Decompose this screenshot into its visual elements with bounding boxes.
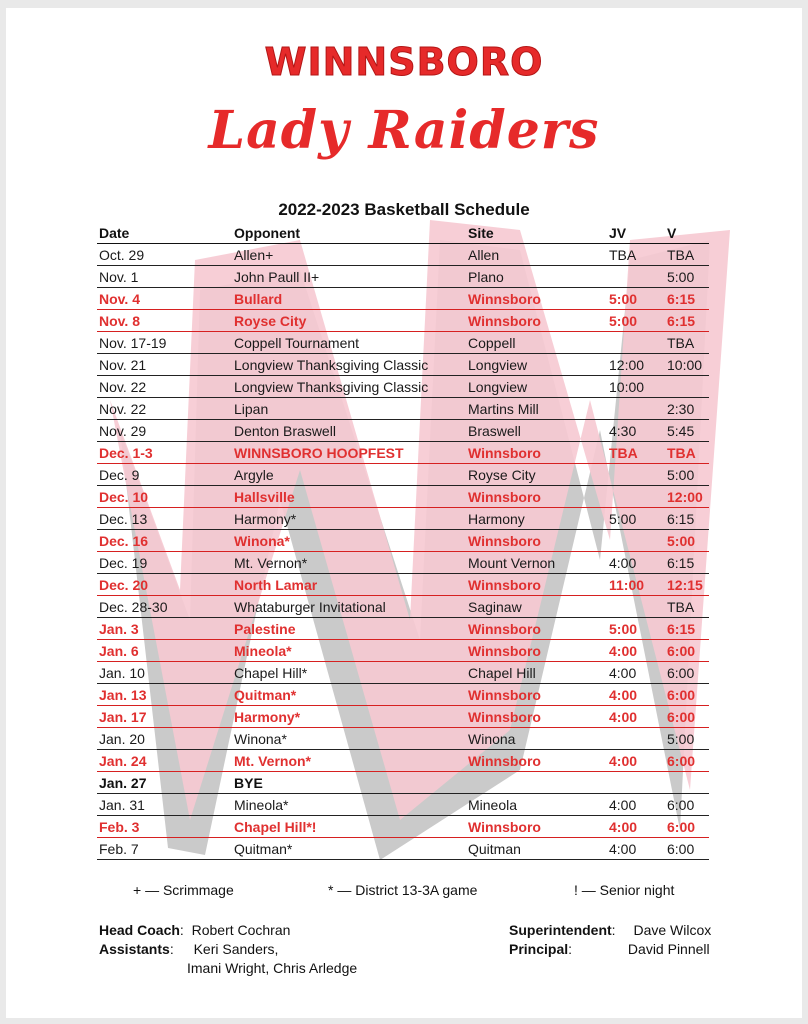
superintendent-name: Dave Wilcox [633,922,712,938]
cell-date: Jan. 6 [99,643,139,659]
cell-jv: 12:00 [609,357,645,373]
legend-district: * — District 13-3A game [328,882,478,898]
cell-date: Nov. 1 [99,269,139,285]
cell-v: 2:30 [667,401,695,417]
cell-v: 6:15 [667,313,696,329]
cell-opponent: Palestine [234,621,296,637]
cell-v: 6:00 [667,643,696,659]
table-row [97,816,709,838]
cell-opponent: BYE [234,775,263,791]
cell-site: Longview [468,379,528,395]
header-opponent: Opponent [234,225,301,241]
cell-opponent: Chapel Hill*! [234,819,317,835]
cell-site: Winnsboro [468,445,541,461]
table-row [97,420,709,442]
cell-opponent: WINNSBORO HOOPFEST [234,445,404,461]
table-row [97,376,709,398]
cell-date: Dec. 13 [99,511,148,527]
header-jv: JV [609,225,627,241]
table-row [97,618,709,640]
principal-name: David Pinnell [627,941,710,957]
cell-v: 5:00 [667,731,695,747]
table-row [97,662,709,684]
cell-date: Jan. 20 [99,731,145,747]
cell-date: Dec. 10 [99,489,149,505]
cell-v: 6:00 [667,797,695,813]
table-row [97,596,709,618]
cell-opponent: Mt. Vernon* [234,555,308,571]
table-row [97,464,709,486]
cell-v: 6:00 [667,753,696,769]
cell-v: 5:00 [667,269,695,285]
table-row [97,486,709,508]
principal-label: Principal [509,941,569,957]
cell-date: Nov. 8 [99,313,140,329]
superintendent-line: Superintendent: Dave Wilcox [509,922,712,938]
cell-v: 6:00 [667,819,696,835]
table-row [97,684,709,706]
table-row [97,332,709,354]
cell-opponent: John Paull II+ [234,269,320,285]
cell-opponent: Hallsville [234,489,295,505]
cell-date: Nov. 22 [99,379,147,395]
table-row [97,574,709,596]
cell-v: 12:00 [667,489,703,505]
table-row [97,552,709,574]
table-row [97,508,709,530]
cell-jv: TBA [609,445,638,461]
cell-jv: 4:00 [609,753,638,769]
cell-site: Winnsboro [468,621,541,637]
schedule-table [97,222,709,860]
cell-opponent: Harmony* [234,709,301,725]
cell-jv: 4:30 [609,423,637,439]
cell-opponent: Longview Thanksgiving Classic [234,357,429,373]
cell-v: 6:15 [667,291,696,307]
cell-v: TBA [667,599,695,615]
cell-jv: 4:00 [609,819,638,835]
cell-date: Dec. 19 [99,555,148,571]
cell-date: Feb. 7 [99,841,139,857]
assistants-label: Assistants [99,941,170,957]
cell-site: Chapel Hill [468,665,536,681]
table-row [97,640,709,662]
table-row [97,750,709,772]
cell-opponent: Denton Braswell [234,423,336,439]
cell-opponent: Argyle [234,467,274,483]
cell-site: Mount Vernon [468,555,556,571]
cell-date: Nov. 21 [99,357,147,373]
cell-jv: 4:00 [609,797,637,813]
cell-site: Winnsboro [468,489,541,505]
cell-v: TBA [667,445,696,461]
cell-opponent: Chapel Hill* [234,665,308,681]
superintendent-label: Superintendent [509,922,612,938]
table-row [97,266,709,288]
cell-jv: TBA [609,247,637,263]
assistants-line: Assistants: Keri Sanders, [99,941,279,957]
schedule-title: 2022-2023 Basketball Schedule [278,200,530,219]
header-date: Date [99,225,130,241]
head-coach-name: Robert Cochran [191,922,291,938]
team-name: Lady Raiders [208,100,600,161]
table-row [97,772,709,794]
table-row [97,398,709,420]
cell-opponent: Winona* [234,533,290,549]
cell-site: Winnsboro [468,533,541,549]
cell-site: Harmony [468,511,525,527]
cell-opponent: Quitman* [234,687,297,703]
cell-jv: 4:00 [609,687,638,703]
cell-jv: 5:00 [609,511,637,527]
header-v: V [667,225,677,241]
table-row [97,244,709,266]
cell-jv: 4:00 [609,665,637,681]
cell-v: 6:15 [667,511,695,527]
cell-jv: 5:00 [609,291,638,307]
cell-jv: 5:00 [609,313,638,329]
cell-v: 6:15 [667,555,695,571]
cell-v: 6:00 [667,709,696,725]
table-row [97,706,709,728]
cell-site: Longview [468,357,528,373]
cell-jv: 4:00 [609,643,638,659]
cell-jv: 4:00 [609,555,637,571]
cell-site: Winnsboro [468,313,541,329]
cell-site: Winnsboro [468,709,541,725]
cell-opponent: Whataburger Invitational [234,599,386,615]
cell-v: 12:15 [667,577,703,593]
principal-line: Principal: David Pinnell [509,941,710,957]
cell-date: Nov. 22 [99,401,147,417]
table-row [97,442,709,464]
cell-opponent: Winona* [234,731,287,747]
cell-v: 10:00 [667,357,703,373]
cell-date: Jan. 17 [99,709,147,725]
cell-date: Jan. 3 [99,621,139,637]
cell-site: Coppell [468,335,516,351]
assistant-names-2: Imani Wright, Chris Arledge [187,960,358,976]
cell-date: Jan. 10 [99,665,145,681]
cell-site: Allen [468,247,500,263]
cell-jv: 4:00 [609,709,638,725]
cell-v: 6:00 [667,665,695,681]
table-header-row [97,222,709,244]
legend-scrimmage: + — Scrimmage [133,882,234,898]
cell-site: Winnsboro [468,291,541,307]
cell-site: Winnsboro [468,687,541,703]
cell-opponent: Mineola* [234,797,289,813]
cell-date: Jan. 13 [99,687,147,703]
cell-date: Dec. 9 [99,467,140,483]
assistant-names-1: Keri Sanders, [193,941,279,957]
cell-site: Martins Mill [468,401,539,417]
cell-site: Winnsboro [468,753,541,769]
legend-senior-night: ! — Senior night [574,882,675,898]
cell-v: TBA [667,335,695,351]
cell-site: Saginaw [468,599,522,615]
cell-site: Winnsboro [468,819,541,835]
cell-site: Winnsboro [468,577,541,593]
cell-date: Nov. 17-19 [99,335,167,351]
cell-opponent: Lipan [234,401,269,417]
cell-date: Jan. 24 [99,753,147,769]
cell-opponent: Harmony* [234,511,297,527]
table-row [97,838,709,860]
cell-jv: 10:00 [609,379,645,395]
cell-opponent: Longview Thanksgiving Classic [234,379,429,395]
cell-opponent: Mineola* [234,643,292,659]
cell-site: Quitman [468,841,521,857]
cell-date: Nov. 29 [99,423,147,439]
cell-date: Dec. 20 [99,577,149,593]
cell-site: Braswell [468,423,521,439]
table-row [97,728,709,750]
cell-opponent: Mt. Vernon* [234,753,312,769]
cell-date: Dec. 28-30 [99,599,168,615]
table-row [97,354,709,376]
cell-v: 5:00 [667,533,696,549]
cell-jv: 4:00 [609,841,637,857]
cell-opponent: North Lamar [234,577,318,593]
school-name: WINNSBORO [264,40,544,84]
head-coach-label: Head Coach [99,922,180,938]
cell-site: Winona [468,731,516,747]
cell-date: Dec. 16 [99,533,149,549]
cell-opponent: Quitman* [234,841,293,857]
cell-opponent: Coppell Tournament [234,335,360,351]
header-site: Site [468,225,494,241]
cell-v: 6:00 [667,687,696,703]
cell-site: Royse City [468,467,536,483]
cell-v: 5:45 [667,423,695,439]
cell-jv: 11:00 [609,577,645,593]
cell-date: Feb. 3 [99,819,140,835]
cell-v: TBA [667,247,695,263]
cell-opponent: Allen+ [234,247,274,263]
cell-date: Oct. 29 [99,247,145,263]
cell-v: 5:00 [667,467,695,483]
cell-date: Nov. 4 [99,291,140,307]
cell-opponent: Bullard [234,291,283,307]
table-row [97,530,709,552]
table-row [97,310,709,332]
table-row [97,288,709,310]
cell-jv: 5:00 [609,621,638,637]
cell-opponent: Royse City [234,313,307,329]
cell-date: Dec. 1-3 [99,445,153,461]
cell-v: 6:00 [667,841,695,857]
cell-site: Plano [468,269,504,285]
cell-site: Mineola [468,797,518,813]
head-coach-line: Head Coach: Robert Cochran [99,922,291,938]
cell-site: Winnsboro [468,643,541,659]
table-row [97,794,709,816]
cell-date: Jan. 31 [99,797,145,813]
cell-v: 6:15 [667,621,696,637]
cell-date: Jan. 27 [99,775,147,791]
